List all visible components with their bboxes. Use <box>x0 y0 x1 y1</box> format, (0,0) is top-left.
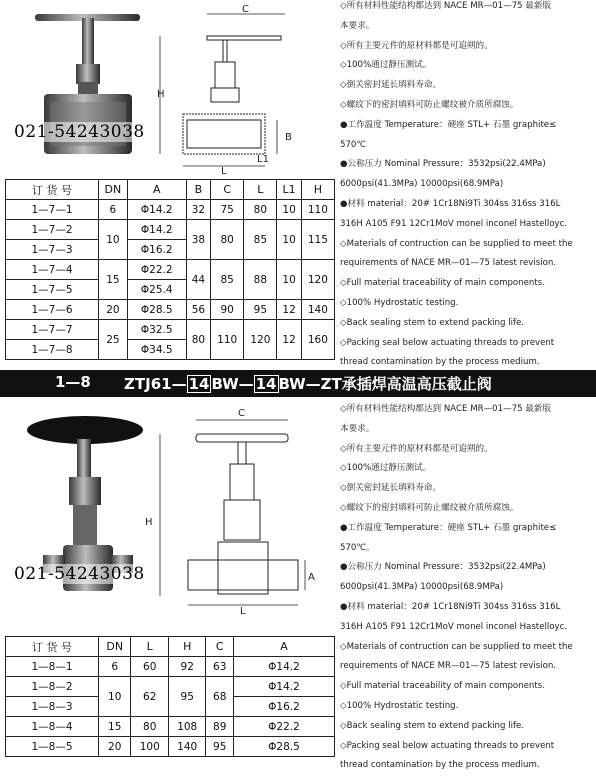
a-cell: Φ16.2 <box>234 697 335 717</box>
c-cell: 90 <box>211 300 244 320</box>
spec-table-1-8 <box>5 636 335 757</box>
header-cell: L <box>131 637 168 657</box>
h-cell: 95 <box>168 677 205 717</box>
a-cell: Φ28.5 <box>234 737 335 757</box>
a-cell: Φ14.2 <box>234 657 335 677</box>
b-cell: 56 <box>186 300 210 320</box>
label-h: H <box>157 89 165 100</box>
h-cell: 120 <box>301 260 334 300</box>
model-prefix: ZTJ61— <box>124 375 187 393</box>
order-no: 1—8—1 <box>6 657 99 677</box>
spec-line: ◇Materials of contruction can be supplied to meet the <box>340 641 573 652</box>
table-row <box>6 657 335 677</box>
a-cell: Φ14.2 <box>234 677 335 697</box>
c-cell: 80 <box>211 220 244 260</box>
h-cell: 160 <box>301 320 334 360</box>
label-l-bottom: L <box>240 606 246 615</box>
dn-cell: 15 <box>99 717 131 737</box>
c-cell: 89 <box>206 717 234 737</box>
l-cell: 60 <box>131 657 168 677</box>
c-cell: 63 <box>206 657 234 677</box>
spec-line: 316H A105 F91 12Cr1MoV monel inconel Hastelloyc. <box>340 218 568 229</box>
label-l1: L1 <box>257 154 269 165</box>
dn-cell: 10 <box>99 220 128 260</box>
table-row <box>6 300 335 320</box>
table-row <box>6 677 335 697</box>
table-header-row <box>6 180 335 200</box>
label-c: C <box>242 4 249 15</box>
b-cell: 32 <box>186 200 210 220</box>
l-cell: 62 <box>131 677 168 717</box>
l1-cell: 10 <box>277 200 301 220</box>
section-number: 1—8 <box>55 373 91 391</box>
spec-line: 本要求。 <box>340 423 375 434</box>
spec-line: thread contamination by the process medium. <box>340 760 540 771</box>
dn-cell: 6 <box>99 200 128 220</box>
a-cell: Φ34.5 <box>127 340 186 360</box>
dn-cell: 10 <box>99 677 131 717</box>
a-cell: Φ16.2 <box>127 240 186 260</box>
spec-line: ◇螺纹下的密封填料可防止螺纹被介质所腐蚀。 <box>340 99 519 110</box>
l-cell: 120 <box>244 320 277 360</box>
order-no: 1—8—5 <box>6 737 99 757</box>
spec-table-1-7 <box>5 179 335 360</box>
spec-line: 316H A105 F91 12Cr1MoV monel inconel Hastelloyc. <box>340 621 568 632</box>
header-cell: H <box>168 637 205 657</box>
c-cell: 110 <box>211 320 244 360</box>
header-cell: DN <box>99 180 128 200</box>
dn-cell: 25 <box>99 320 128 360</box>
spec-line: ◇100% Hydrostatic testing. <box>340 700 459 711</box>
valve-photo-top <box>20 2 155 172</box>
b-cell: 38 <box>186 220 210 260</box>
dn-cell: 20 <box>99 737 131 757</box>
header-cell: A <box>234 637 335 657</box>
l1-cell: 12 <box>277 320 301 360</box>
spec-line: ◇所有主要元件的原材料都是可追朔的。 <box>340 40 493 51</box>
spec-line: ◇100%通过静压测试。 <box>340 60 432 71</box>
order-no: 1—7—3 <box>6 240 99 260</box>
h-cell: 92 <box>168 657 205 677</box>
spec-line: requirements of NACE MR—01—75 latest revision. <box>340 661 557 672</box>
table-row <box>6 320 335 340</box>
spec-line: ●公称压力 Nominal Pressure：3532psi(22.4MPa) <box>340 159 546 170</box>
a-cell: Φ14.2 <box>127 200 186 220</box>
spec-line: 570℃ <box>340 139 367 150</box>
order-no: 1—7—4 <box>6 260 99 280</box>
order-no: 1—7—2 <box>6 220 99 240</box>
a-cell: Φ22.2 <box>127 260 186 280</box>
l1-cell: 12 <box>277 300 301 320</box>
header-cell: C <box>211 180 244 200</box>
order-no: 1—8—2 <box>6 677 99 697</box>
a-cell: Φ28.5 <box>127 300 186 320</box>
spec-line: ◇Full material traceability of main components. <box>340 278 545 289</box>
dn-cell: 15 <box>99 260 128 300</box>
spec-line: ◇所有材料性能结构都达到 NACE MR—01—75 最新版 <box>340 1 552 11</box>
specs-text-top <box>340 0 596 373</box>
spec-line: ●工作温度 Temperature：硬座 STL+ 石墨 graphite≤ <box>340 522 557 533</box>
h-cell: 115 <box>301 220 334 260</box>
b-cell: 80 <box>186 320 210 360</box>
label-l: L <box>221 166 227 177</box>
spec-line: thread contamination by the process medium. <box>340 357 540 368</box>
b-cell: 44 <box>186 260 210 300</box>
l-cell: 80 <box>131 717 168 737</box>
specs-text-bottom <box>340 400 596 776</box>
spec-line: 本要求。 <box>340 20 375 31</box>
a-cell: Φ22.2 <box>234 717 335 737</box>
model-title <box>124 373 492 394</box>
spec-line: ●公称压力 Nominal Pressure：3532psi(22.4MPa) <box>340 562 546 573</box>
order-no: 1—7—7 <box>6 320 99 340</box>
l1-cell: 10 <box>277 260 301 300</box>
spec-line: ●材料 material：20# 1Cr18Ni9Ti 304ss 316ss 316L <box>340 601 561 612</box>
header-cell: DN <box>99 637 131 657</box>
model-box-1: 14 <box>188 375 210 393</box>
model-box-2: 14 <box>255 375 277 393</box>
header-cell: H <box>301 180 334 200</box>
l-cell: 85 <box>244 220 277 260</box>
c-cell: 85 <box>211 260 244 300</box>
table-row <box>6 717 335 737</box>
phone-number-top: 021-54243038 <box>14 122 145 142</box>
order-no: 1—7—8 <box>6 340 99 360</box>
spec-line: ◇所有主要元件的原材料都是可追朔的。 <box>340 443 493 454</box>
dn-cell: 6 <box>99 657 131 677</box>
dimension-drawing-top <box>157 2 307 177</box>
dimension-drawing-bottom <box>130 400 320 615</box>
h-cell: 140 <box>301 300 334 320</box>
spec-line: ◇Back sealing stem to extend packing life. <box>340 720 525 731</box>
spec-line: ◇Full material traceability of main components. <box>340 681 545 692</box>
header-cell: 订 货 号 <box>6 637 99 657</box>
spec-line: ◇Materials of contruction can be supplied to meet the <box>340 238 573 249</box>
label-b: B <box>285 132 292 143</box>
header-cell: A <box>127 180 186 200</box>
a-cell: Φ14.2 <box>127 220 186 240</box>
spec-line: 570℃。 <box>340 542 375 553</box>
h-cell: 110 <box>301 200 334 220</box>
order-no: 1—8—4 <box>6 717 99 737</box>
l1-cell: 10 <box>277 220 301 260</box>
spec-line: requirements of NACE MR—01—75 latest revision. <box>340 258 557 269</box>
c-cell: 75 <box>211 200 244 220</box>
table-row <box>6 200 335 220</box>
a-cell: Φ32.5 <box>127 320 186 340</box>
c-cell: 68 <box>206 677 234 717</box>
table-row <box>6 737 335 757</box>
label-a-bottom: A <box>308 572 315 583</box>
a-cell: Φ25.4 <box>127 280 186 300</box>
order-no: 1—7—1 <box>6 200 99 220</box>
table-row <box>6 260 335 280</box>
l-cell: 88 <box>244 260 277 300</box>
spec-line: ◇倒关密封延长填料寿命。 <box>340 483 442 494</box>
l-cell: 80 <box>244 200 277 220</box>
label-h-bottom: H <box>145 517 153 528</box>
spec-line: 6000psi(41.3MPa) 10000psi(68.9MPa) <box>340 179 504 190</box>
spec-line: ◇100% Hydrostatic testing. <box>340 297 459 308</box>
c-cell: 95 <box>206 737 234 757</box>
spec-line: ◇所有材料性能结构都达到 NACE MR—01—75 最新版 <box>340 404 552 414</box>
table-row <box>6 220 335 240</box>
spec-line: ◇Packing seal below actuating threads to prevent <box>340 337 555 348</box>
spec-line: 6000psi(41.3MPa) 10000psi(68.9MPa) <box>340 582 504 593</box>
phone-number-bottom: 021-54243038 <box>14 564 145 584</box>
spec-line: ●材料 material：20# 1Cr18Ni9Ti 304ss 316ss 316L <box>340 198 561 209</box>
model-mid: BW— <box>211 375 254 393</box>
section-banner <box>0 370 596 397</box>
dn-cell: 20 <box>99 300 128 320</box>
h-cell: 108 <box>168 717 205 737</box>
l-cell: 95 <box>244 300 277 320</box>
label-c-bottom: C <box>238 408 245 419</box>
spec-line: ◇Packing seal below actuating threads to prevent <box>340 740 555 751</box>
table-header-row <box>6 637 335 657</box>
spec-line: ◇螺纹下的密封填料可防止螺纹被介质所腐蚀。 <box>340 502 519 513</box>
order-no: 1—7—6 <box>6 300 99 320</box>
spec-line: ◇Back sealing stem to extend packing life. <box>340 317 525 328</box>
header-cell: B <box>186 180 210 200</box>
header-cell: L1 <box>277 180 301 200</box>
spec-line: ◇100%通过静压测试。 <box>340 463 432 474</box>
header-cell: C <box>206 637 234 657</box>
l-cell: 100 <box>131 737 168 757</box>
h-cell: 140 <box>168 737 205 757</box>
header-cell: 订 货 号 <box>6 180 99 200</box>
spec-line: ●工作温度 Temperature：硬座 STL+ 石墨 graphite≤ <box>340 119 557 130</box>
spec-line: ◇倒关密封延长填料寿命。 <box>340 80 442 91</box>
order-no: 1—7—5 <box>6 280 99 300</box>
order-no: 1—8—3 <box>6 697 99 717</box>
header-cell: L <box>244 180 277 200</box>
model-suffix: BW—ZT承插焊高温高压截止阀 <box>278 375 492 393</box>
